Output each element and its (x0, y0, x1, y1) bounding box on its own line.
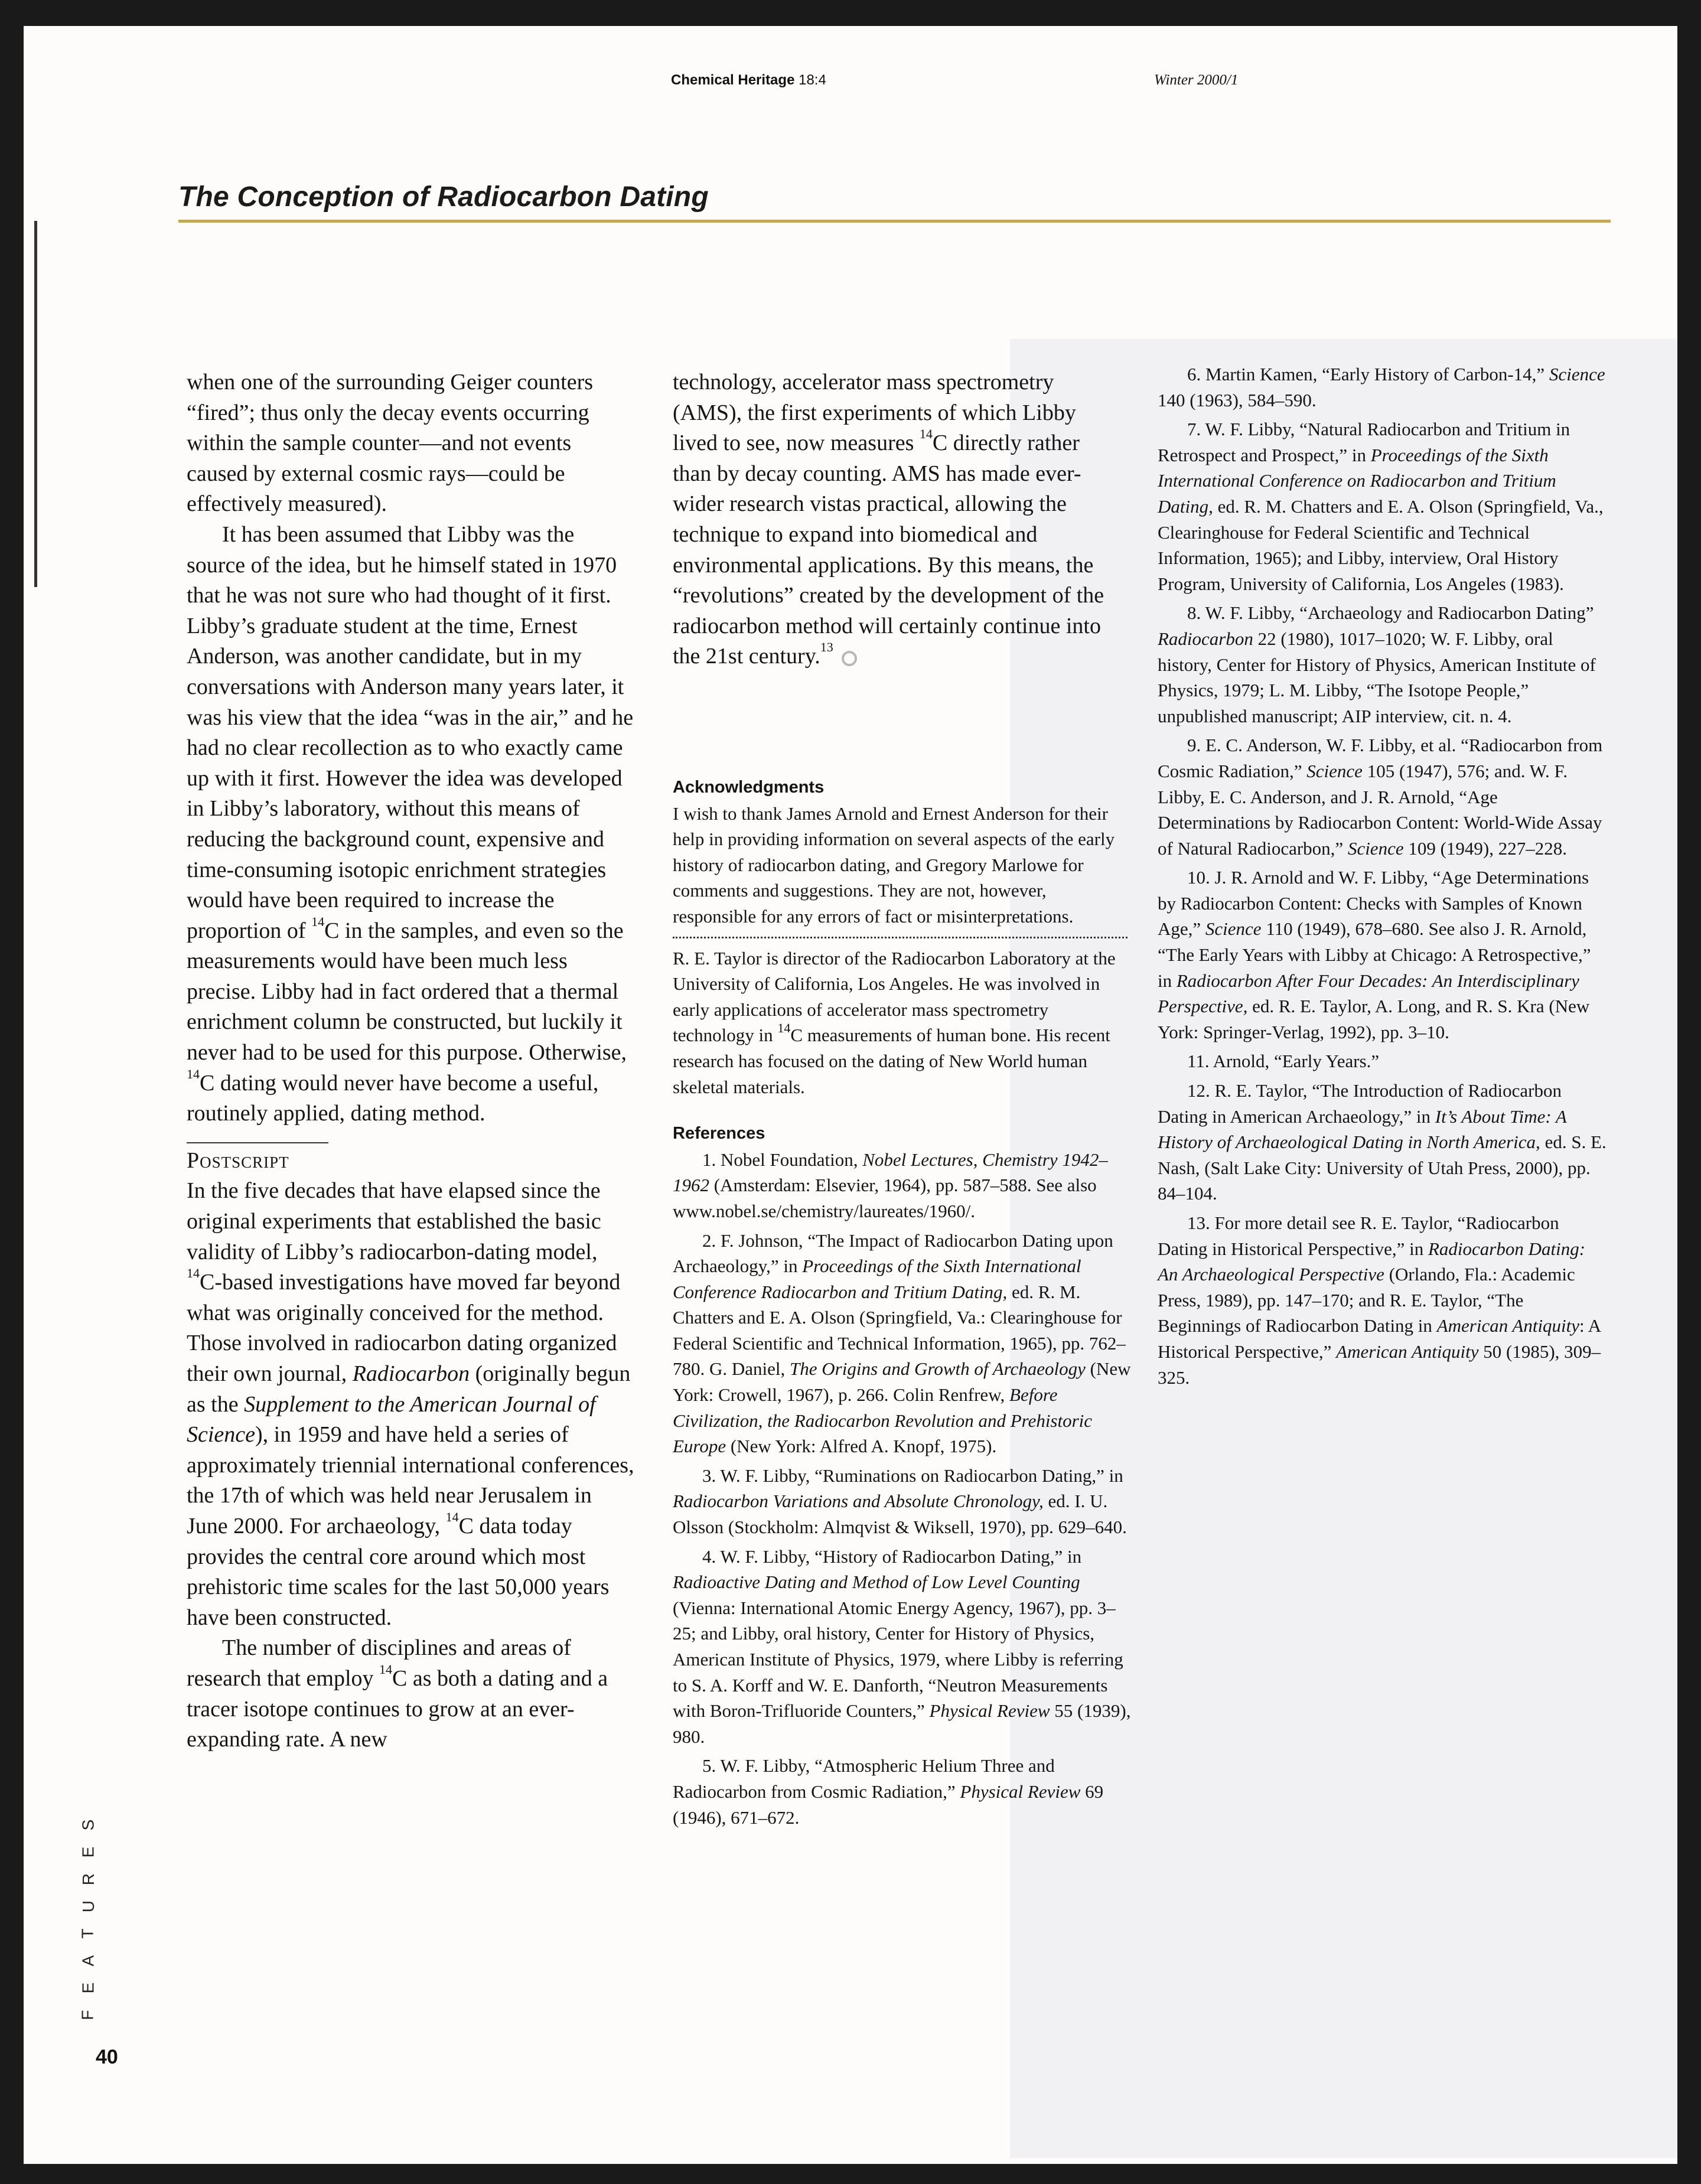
journal-name: Chemical Heritage (671, 72, 795, 88)
reference-item: 13. For more detail see R. E. Taylor, “Radiocarbon Dating in Historical Perspective,” in Radiocarbon Dating: An Archaeological Perspective (Orlando, Fla.: Academic Press, 1989), pp. 147–170; and R. E. Taylor, “The Beginnings of Radiocarbon Dating in American Antiquity: A Historical Perspective,” American Antiquity 50 (1985), 309–325. (1158, 1212, 1601, 1388)
reference-item: 1. Nobel Foundation, Nobel Lectures, Chemistry 1942–1962 (Amsterdam: Elsevier, 1964), pp. 587–588. See also www.nobel.se/chemistry/laureates/1960/. (673, 1149, 1108, 1221)
references-heading: References (673, 1124, 765, 1143)
running-head-journal (671, 72, 826, 89)
column-2-body (673, 367, 1122, 672)
section-letter: E (79, 1846, 97, 1858)
reference-item: 9. E. C. Anderson, W. F. Libby, et al. “Radiocarbon from Cosmic Radiation,” Science 105 (1947), 576; and. W. F. Libby, E. C. Anderson, and J. R. Arnold, “Age Determinations by Radiocarbon Content: World-Wide Assay of Natural Radiocarbon,” Science 109 (1949), 227–228. (1158, 735, 1603, 859)
reference-item: 12. R. E. Taylor, “The Introduction of Radiocarbon Dating in American Archaeology,” in It’s About Time: A History of Archaeological Dating in North America, ed. S. E. Nash, (Salt Lake City: University of Utah Press, 2000), pp. 84–104. (1158, 1080, 1606, 1204)
binding-edge (34, 221, 37, 587)
reference-item: 7. W. F. Libby, “Natural Radiocarbon and Tritium in Retrospect and Prospect,” in Proceedings of the Sixth International Conference on Radiocarbon and Tritium Dating, ed. R. M. Chatters and E. A. Olson (Springfield, Va., Clearinghouse for Federal Scientific and Technical Information, 1965); and Libby, interview, Oral History Program, University of California, Los Angeles (1983). (1158, 419, 1604, 594)
reference-item: 3. W. F. Libby, “Ruminations on Radiocarbon Dating,” in Radiocarbon Variations and Absolute Chronology, ed. I. U. Olsson (Stockholm: Almqvist & Wiksell, 1970), pp. 629–640. (673, 1465, 1127, 1538)
paragraph: The number of disciplines and areas of research that employ $^{14}$C as both a dating and a tracer isotope continues to grow at an ever-expanding rate. A new (187, 1635, 608, 1752)
end-of-article-icon (842, 651, 857, 666)
column-2-notes (673, 775, 1133, 1834)
section-letter: E (79, 1982, 97, 1994)
postscript-rule (187, 1142, 328, 1143)
running-head-date: Winter 2000/1 (1154, 72, 1239, 88)
paragraph: It has been assumed that Libby was the source of the idea, but he himself stated in 1970 that he was not sure who had thought of it first. Libby’s graduate student at the time, Ernest Anderson, was another candidate, but in my conversations with Anderson many years later, it was his view that the idea “was in the air,” and he had no clear recollection as to who exactly came up with it first. However the idea was developed in Libby’s laboratory, without this means of reducing the background count, expensive and time-consuming isotopic enrichment strategies would have been required to increase the proportion of $^{14}$C in the samples, and even so the measurements would have been much less precise. Libby had in fact ordered that a thermal enrichment column be constructed, but luckily it never had to be used for this purpose. Otherwise, $^{14}$C dating would never have become a useful, routinely applied, dating method. (187, 521, 634, 1126)
journal-issue: 18:4 (799, 72, 826, 88)
reference-item: 2. F. Johnson, “The Impact of Radiocarbon Dating upon Archaeology,” in Proceedings of the Sixth International Conference Radiocarbon and Tritium Dating, ed. R. M. Chatters and E. A. Olson (Springfield, Va.: Clearinghouse for Federal Scientific and Technical Information, 1965), pp. 762–780. G. Daniel, The Origins and Growth of Archaeology (New York: Crowell, 1967), p. 266. Colin Renfrew, Before Civilization, the Radiocarbon Revolution and Prehistoric Europe (New York: Alfred A. Knopf, 1975). (673, 1230, 1131, 1457)
section-letter: T (78, 1928, 97, 1939)
column-3-references (1158, 361, 1606, 1394)
dotted-divider (673, 937, 1128, 938)
reference-item: 10. J. R. Arnold and W. F. Libby, “Age Determinations by Radiocarbon Content: Checks with Samples of Known Age,” Science 110 (1949), 678–680. See also J. R. Arnold, “The Early Years with Libby at Chicago: A Retrospective,” in Radiocarbon After Four Decades: An Interdisciplinary Perspective, ed. R. E. Taylor, A. Long, and R. S. Kra (New York: Springer-Verlag, 1992), pp. 3–10. (1158, 867, 1591, 1042)
title-rule (178, 220, 1611, 223)
magazine-page (24, 26, 1677, 2164)
reference-item: 8. W. F. Libby, “Archaeology and Radiocarbon Dating” Radiocarbon 22 (1980), 1017–1020; W. F. Libby, oral history, Center for History of Physics, American Institute of Physics, 1979; L. M. Libby, “The Isotope People,” unpublished manuscript; AIP interview, cit. n. 4. (1158, 602, 1596, 726)
section-letter: R (79, 1873, 98, 1886)
reference-item: 5. W. F. Libby, “Atmospheric Helium Three and Radiocarbon from Cosmic Radiation,” Physical Review 69 (1946), 671–672. (673, 1755, 1104, 1828)
acknowledgments-heading: Acknowledgments (673, 778, 825, 797)
paragraph: technology, accelerator mass spectrometry (AMS), the first experiments of which Libby lived to see, now measures $^{14}$C directly rather than by decay counting. AMS has made ever-wider research vistas practical, allowing the technique to expand into biomedical and environmental applications. By this means, the “revolutions” created by the development of the radiocarbon method will certainly continue into the 21st century.$^{13}$ (673, 370, 1104, 669)
section-letter: F (78, 2010, 97, 2020)
author-bio: R. E. Taylor is director of the Radiocarbon Laboratory at the University of California, Los Angeles. He was involved in early applications of accelerator mass spectrometry technology in $^{14}$C measurements of human bone. His recent research has focused on the dating of New World human skeletal materials. (673, 947, 1116, 1097)
section-label-features (74, 1815, 110, 2028)
footnote-ref: 13 (820, 640, 833, 655)
article-title: The Conception of Radiocarbon Dating (178, 181, 709, 213)
paragraph: when one of the surrounding Geiger counters “fired”; thus only the decay events occurring within the sample counter—and not events caused by external cosmic rays—could be effectively measured). (187, 370, 594, 517)
page-number: 40 (96, 2046, 118, 2068)
acknowledgments-text: I wish to thank James Arnold and Ernest Anderson for their help in providing information on several aspects of the early history of radiocarbon dating, and Gregory Marlowe for comments and suggestions. They are not, however, responsible for any errors of fact or misinterpretations. (673, 803, 1115, 927)
reference-item: 11. Arnold, “Early Years.” (1187, 1051, 1380, 1072)
reference-item: 6. Martin Kamen, “Early History of Carbon-14,” Science 140 (1963), 584–590. (1158, 364, 1605, 410)
section-letter: U (79, 1900, 98, 1913)
paragraph: In the five decades that have elapsed since the original experiments that established the basic validity of Libby’s radiocarbon-dating model, $^{14}$C-based investigations have moved far beyond what was originally conceived for the method. Those involved in radiocarbon dating organized their own journal, Radiocarbon (originally begun as the Supplement to the American Journal of Science), in 1959 and have held a series of approximately triennial international conferences, the 17th of which was held near Jerusalem in June 2000. For archaeology, $^{14}$C data today provides the central core around which most prehistoric time scales for the last 50,000 years have been constructed. (187, 1178, 634, 1630)
postscript-heading: Postscript (187, 1148, 289, 1173)
section-letter: S (79, 1819, 97, 1831)
section-letter: A (79, 1955, 97, 1967)
reference-item: 4. W. F. Libby, “History of Radiocarbon Dating,” in Radioactive Dating and Method of Low Level Counting (Vienna: International Atomic Energy Agency, 1967), pp. 3–25; and Libby, oral history, Center for History of Physics, American Institute of Physics, 1979, where Libby is referring to S. A. Korff and W. E. Danforth, “Neutron Measurements with Boron-Trifluoride Counters,” Physical Review 55 (1939), 980. (673, 1546, 1131, 1747)
column-1 (187, 367, 636, 1755)
